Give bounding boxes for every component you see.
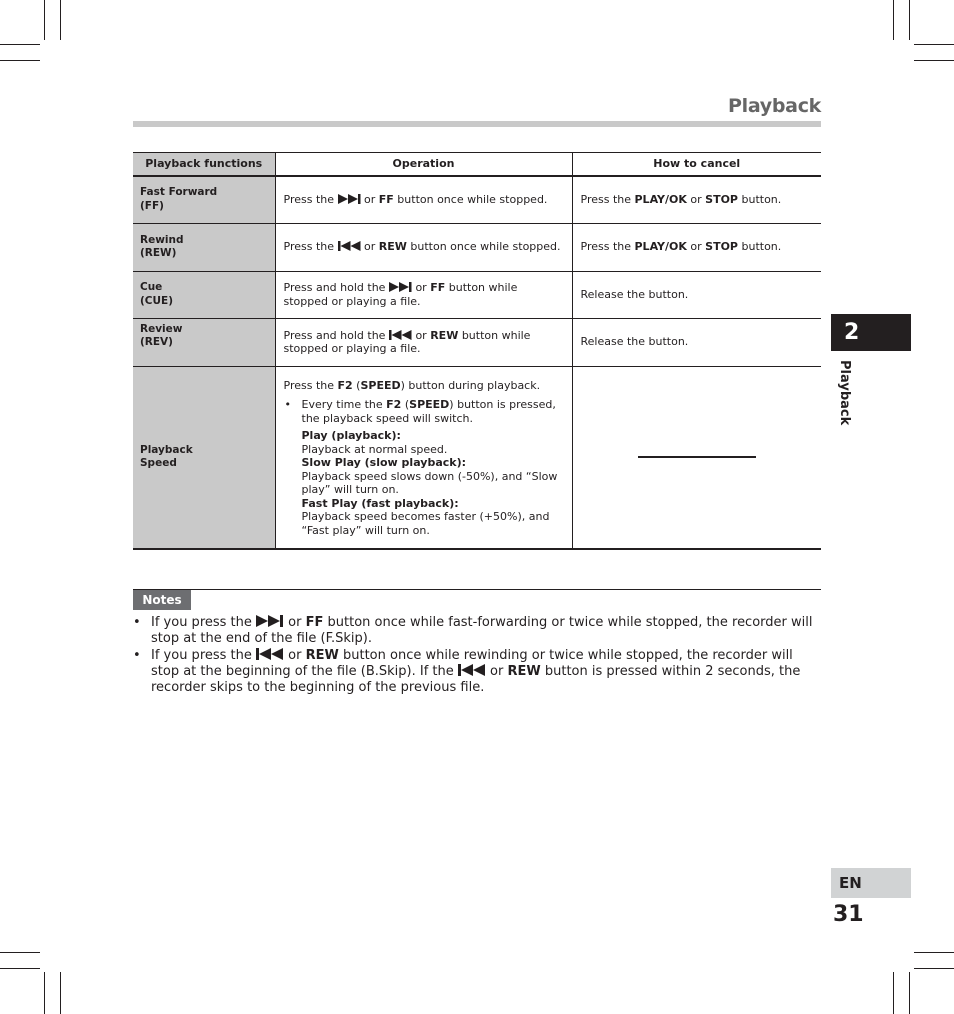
notes-rule xyxy=(133,589,821,590)
rewind-icon xyxy=(256,648,284,660)
page-title: Playback xyxy=(728,95,821,117)
crop-mark xyxy=(60,972,61,1014)
crop-mark xyxy=(914,952,954,953)
rewind-icon xyxy=(389,330,412,340)
rewind-icon xyxy=(458,664,486,676)
cancel-cell: Release the button. xyxy=(572,271,821,318)
crop-mark xyxy=(44,972,45,1014)
cancel-cell: Press the PLAY/OK or STOP button. xyxy=(572,176,821,223)
function-name: Rewind (REW) xyxy=(133,223,275,271)
crop-mark xyxy=(909,0,910,40)
crop-mark xyxy=(0,44,40,45)
list-item: • Every time the F2 (SPEED) button is pressed, the playback speed will switch. xyxy=(284,398,556,425)
table-row xyxy=(133,366,821,549)
fast-forward-icon xyxy=(256,615,284,627)
column-header: How to cancel xyxy=(572,153,821,177)
list-item: • If you press the or REW button once while rewinding or twice while stopped, the recorder will stop at the beginning of the file (B.Skip). If the or REW button is pressed within 2 seconds, the recorder skips to the beginning of the previous file. xyxy=(133,648,801,695)
list-item: • If you press the or FF button once while fast-forwarding or twice while stopped, the recorder will stop at the end of the file (F.Skip). xyxy=(133,615,813,646)
operation-cell xyxy=(275,366,572,549)
crop-mark xyxy=(44,0,45,40)
crop-mark xyxy=(914,60,954,61)
notes-list xyxy=(133,615,823,697)
table-row xyxy=(133,318,821,366)
crop-mark xyxy=(914,968,954,969)
function-name: Cue (CUE) xyxy=(133,271,275,318)
playback-functions-table xyxy=(133,152,821,550)
function-name: Playback Speed xyxy=(133,366,275,549)
fast-forward-icon xyxy=(389,282,412,292)
column-header: Operation xyxy=(275,153,572,177)
operation-cell: Press and hold the or FF button while stopped or playing a file. xyxy=(275,271,572,318)
not-applicable-line xyxy=(638,456,756,458)
notes-label: Notes xyxy=(133,590,191,610)
operation-cell: Press and hold the or REW button while stopped or playing a file. xyxy=(275,318,572,366)
column-header: Playback functions xyxy=(133,153,275,177)
table-row xyxy=(133,176,821,223)
page-number: 31 xyxy=(833,902,864,927)
operation-cell: Press the or REW button once while stopped. xyxy=(275,223,572,271)
cancel-cell xyxy=(572,366,821,549)
cancel-cell: Press the PLAY/OK or STOP button. xyxy=(572,223,821,271)
crop-mark xyxy=(0,968,40,969)
speed-mode: Play (playback): Playback at normal speed. xyxy=(301,429,448,456)
speed-mode: Fast Play (fast playback): Playback speed becomes faster (+50%), and “Fast play” will turn on. xyxy=(301,496,550,537)
table-header-row xyxy=(133,153,821,177)
crop-mark xyxy=(893,972,894,1014)
crop-mark xyxy=(0,952,40,953)
cancel-cell: Release the button. xyxy=(572,318,821,366)
crop-mark xyxy=(914,44,954,45)
fast-forward-icon xyxy=(338,194,361,204)
title-rule xyxy=(133,121,821,127)
speed-intro: Press the F2 (SPEED) button during playback. xyxy=(283,378,541,392)
function-name: Fast Forward (FF) xyxy=(133,176,275,223)
operation-cell: Press the or FF button once while stopped. xyxy=(275,176,572,223)
table-row xyxy=(133,271,821,318)
speed-mode: Slow Play (slow playback): Playback speed slows down (-50%), and “Slow play” will turn on. xyxy=(301,456,558,496)
crop-mark xyxy=(893,0,894,40)
rewind-icon xyxy=(338,241,361,251)
crop-mark xyxy=(0,60,40,61)
crop-mark xyxy=(909,972,910,1014)
language-tab: EN xyxy=(831,868,911,898)
crop-mark xyxy=(60,0,61,40)
table-row xyxy=(133,223,821,271)
speed-bullet-list xyxy=(284,398,564,425)
function-name: Review (REV) xyxy=(133,318,275,366)
chapter-side-label: Playback xyxy=(837,360,852,426)
chapter-tab: 2 xyxy=(831,314,911,351)
